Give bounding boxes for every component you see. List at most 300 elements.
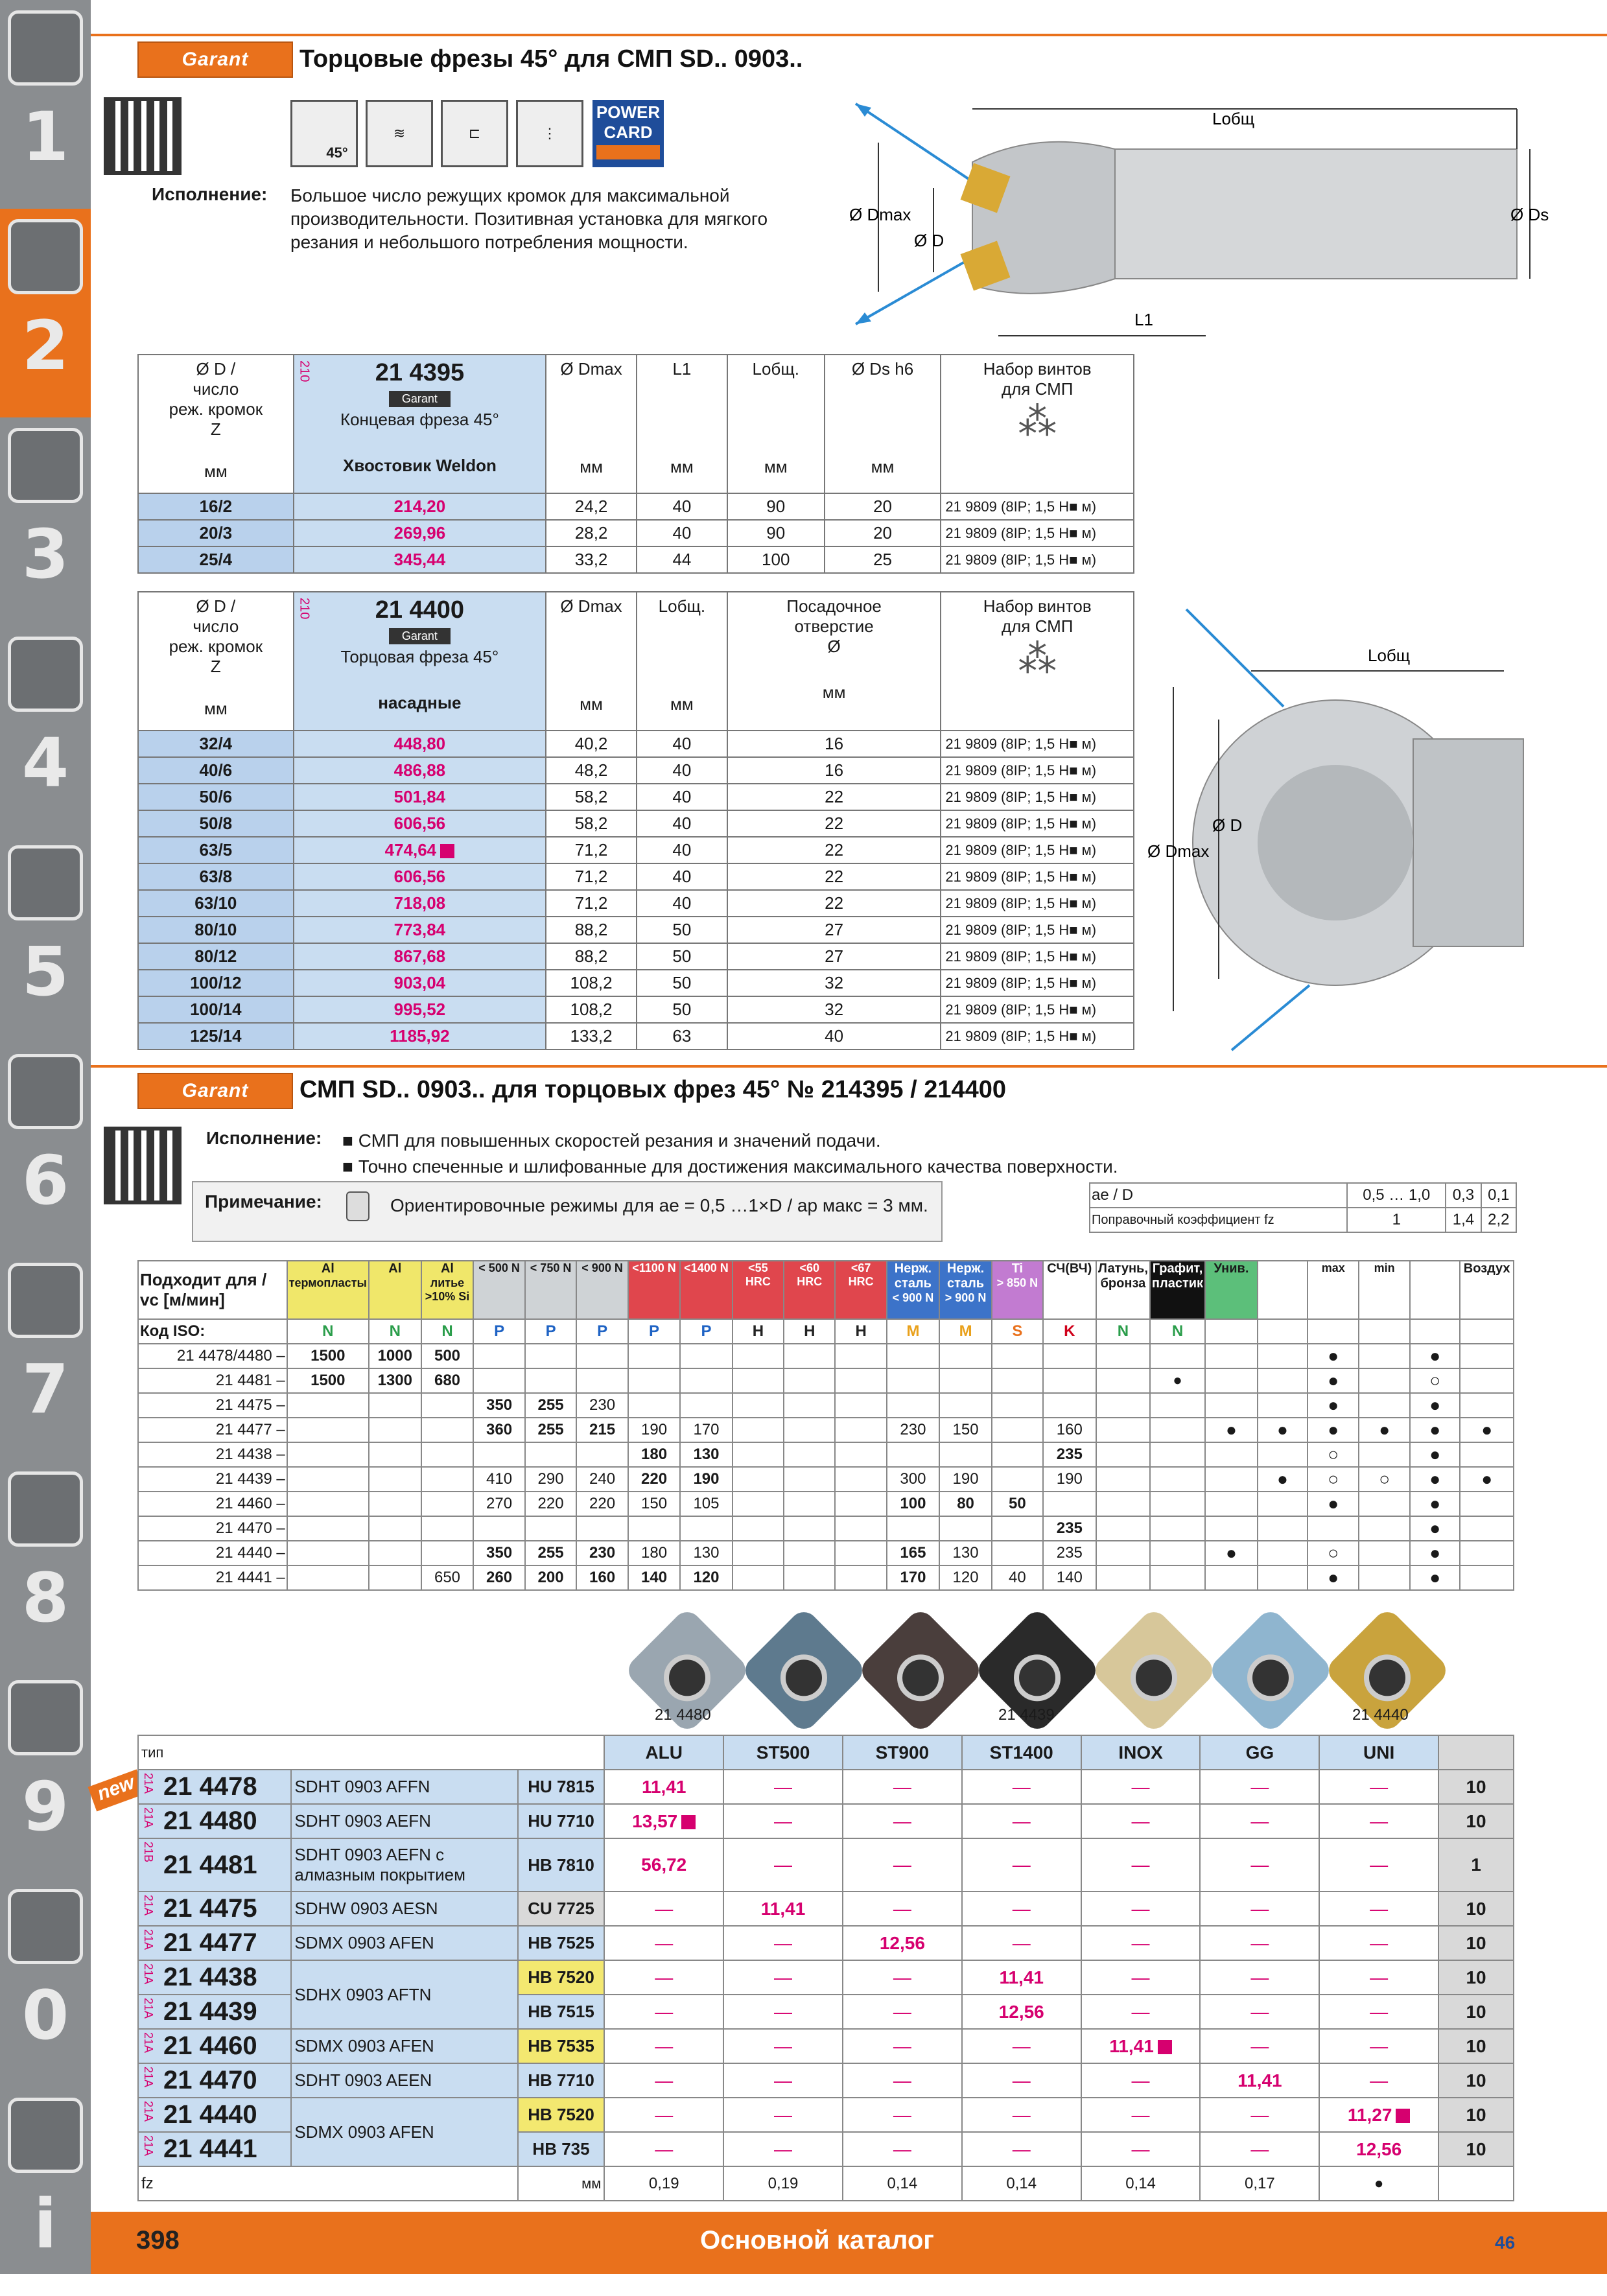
vc-cell bbox=[369, 1467, 421, 1492]
table-row bbox=[138, 810, 1134, 837]
material-col: <1100 N bbox=[628, 1261, 680, 1319]
side-ref: 21A bbox=[142, 1773, 155, 1794]
price-cell: — bbox=[723, 2098, 843, 2132]
pack-cell: 10 bbox=[1438, 1892, 1514, 1926]
vc-cell bbox=[421, 1467, 474, 1492]
cell-lobsh: 50 bbox=[637, 996, 727, 1023]
price-cell: — bbox=[604, 2098, 723, 2132]
vc-cell bbox=[1205, 1368, 1258, 1393]
chapter-icon bbox=[8, 10, 83, 86]
vc-cell bbox=[1359, 1368, 1410, 1393]
iso-cell bbox=[1258, 1319, 1308, 1344]
vc-cell bbox=[1258, 1442, 1308, 1467]
sidebar-item-8[interactable] bbox=[0, 1461, 91, 1670]
sidebar-item-info[interactable] bbox=[0, 2087, 91, 2296]
table-row bbox=[138, 1565, 1514, 1590]
vc-cell: 160 bbox=[1043, 1418, 1096, 1442]
insert-label: 21 4439 bbox=[998, 1706, 1055, 1724]
price-cell: — bbox=[1319, 1804, 1438, 1838]
iso-cell: N bbox=[287, 1319, 369, 1344]
chapter-icon bbox=[8, 428, 83, 503]
insert-desc: SDHT 0903 AEFN с алмазным покрытием bbox=[291, 1838, 517, 1892]
insert-code: 21 4475 – bbox=[138, 1393, 287, 1418]
price-cell: — bbox=[1081, 1770, 1201, 1804]
price-cell: 11,41 bbox=[962, 1960, 1081, 1995]
power-card-badge: POWER CARD bbox=[592, 100, 664, 167]
vc-cell: 680 bbox=[421, 1368, 474, 1393]
cell-hole: 27 bbox=[727, 943, 941, 970]
cell-lobsh: 63 bbox=[637, 1023, 727, 1049]
vc-cell bbox=[421, 1442, 474, 1467]
insert-code bbox=[138, 1804, 291, 1838]
grade-col: ST500 bbox=[723, 1735, 843, 1770]
code: 21 4439 bbox=[163, 1997, 257, 2026]
cell-price: 606,56 bbox=[294, 810, 546, 837]
vc-cell bbox=[1359, 1442, 1410, 1467]
grade-col: ST900 bbox=[843, 1735, 962, 1770]
chapter-number: 0 bbox=[21, 1976, 69, 2055]
code: 21 4475 bbox=[163, 1894, 257, 1923]
vc-cell: 650 bbox=[421, 1565, 474, 1590]
price-cell: — bbox=[962, 2132, 1081, 2166]
vc-cell bbox=[1096, 1541, 1150, 1565]
cell-dmax: 71,2 bbox=[546, 863, 637, 890]
vc-cell: 1000 bbox=[369, 1344, 421, 1368]
grade-badge: HB 7520 bbox=[518, 2098, 605, 2132]
price-cell: — bbox=[1200, 1838, 1319, 1892]
grade-badge: HB 7525 bbox=[518, 1926, 605, 1960]
cell-l1: 40 bbox=[637, 520, 727, 546]
insert-code: 21 4470 – bbox=[138, 1516, 287, 1541]
price-cell: — bbox=[1319, 2063, 1438, 2098]
iso-cell: H bbox=[835, 1319, 886, 1344]
vc-cell bbox=[1258, 1565, 1308, 1590]
pack-col bbox=[1438, 1735, 1514, 1770]
cell-price: 867,68 bbox=[294, 943, 546, 970]
insert-code bbox=[138, 2063, 291, 2098]
screws-icon: ⁂ bbox=[1018, 637, 1057, 681]
vc-cell: 200 bbox=[525, 1565, 577, 1590]
vc-cell bbox=[1460, 1516, 1514, 1541]
pack-cell: 1 bbox=[1438, 1838, 1514, 1892]
sidebar-item-6[interactable] bbox=[0, 1044, 91, 1252]
vc-cell bbox=[1258, 1393, 1308, 1418]
cell-ds: 20 bbox=[825, 493, 941, 520]
cell-dmax: 58,2 bbox=[546, 810, 637, 837]
vc-cell bbox=[1308, 1516, 1359, 1541]
col-screws: Набор винтов для СМП ⁂ bbox=[941, 592, 1134, 731]
cell-d: 100/12 bbox=[138, 970, 294, 996]
iso-cell: P bbox=[680, 1319, 732, 1344]
chapter-number: 8 bbox=[21, 1558, 69, 1637]
side-ref: 21A bbox=[142, 2067, 155, 2088]
footer-num: 46 bbox=[1495, 2232, 1516, 2253]
vc-cell: ● bbox=[1410, 1442, 1460, 1467]
sidebar-item-0[interactable] bbox=[0, 1879, 91, 2087]
vc-cell bbox=[733, 1492, 784, 1516]
cell-hole: 22 bbox=[727, 863, 941, 890]
vc-cell: 160 bbox=[576, 1565, 628, 1590]
vc-cell: 150 bbox=[939, 1418, 992, 1442]
material-col: Al литье >10% Si bbox=[421, 1261, 474, 1319]
material-col: Латунь, бронза bbox=[1096, 1261, 1150, 1319]
face-milling-icon: ≋ bbox=[366, 100, 433, 167]
material-col bbox=[1410, 1261, 1460, 1319]
insert-icon bbox=[1090, 1606, 1218, 1735]
vc-cell: 230 bbox=[887, 1418, 939, 1442]
vc-cell bbox=[784, 1418, 835, 1442]
dim-l1: L1 bbox=[1134, 310, 1153, 329]
iso-cell: S bbox=[992, 1319, 1043, 1344]
table-row bbox=[138, 2063, 1514, 2098]
table-row bbox=[138, 757, 1134, 784]
vc-cell: 170 bbox=[680, 1418, 732, 1442]
vc-cell: 40 bbox=[992, 1565, 1043, 1590]
cell-d: 63/8 bbox=[138, 863, 294, 890]
price-cell: — bbox=[1200, 1995, 1319, 2029]
vc-cell bbox=[1258, 1344, 1308, 1368]
vc-cell bbox=[1096, 1418, 1150, 1442]
material-col: СЧ(ВЧ) bbox=[1043, 1261, 1096, 1319]
vc-cell: 170 bbox=[887, 1565, 939, 1590]
table-row bbox=[138, 1023, 1134, 1049]
col-lobsh: Lобщ. мм bbox=[637, 592, 727, 731]
vc-cell bbox=[733, 1442, 784, 1467]
coolant-icon: ⋮ bbox=[516, 100, 583, 167]
iso-row bbox=[138, 1319, 1514, 1344]
grade-badge: HB 7710 bbox=[518, 2063, 605, 2098]
sidebar-item-1[interactable] bbox=[0, 0, 91, 209]
cell-dmax: 33,2 bbox=[546, 546, 637, 573]
vc-cell bbox=[1096, 1368, 1150, 1393]
vc-cell: 80 bbox=[939, 1492, 992, 1516]
new-price-marker bbox=[1158, 2040, 1172, 2054]
price-cell: — bbox=[723, 1926, 843, 1960]
table-row bbox=[138, 546, 1134, 573]
vc-cell: 100 bbox=[887, 1492, 939, 1516]
insert-code bbox=[138, 1770, 291, 1804]
price-cell: — bbox=[1319, 1960, 1438, 1995]
vc-cell: ● bbox=[1308, 1492, 1359, 1516]
vc-cell bbox=[369, 1442, 421, 1467]
grade-badge: HB 735 bbox=[518, 2132, 605, 2166]
grade-col: ST1400 bbox=[962, 1735, 1081, 1770]
vc-cell bbox=[473, 1368, 525, 1393]
pack-cell: 10 bbox=[1438, 2132, 1514, 2166]
dim-d: Ø D bbox=[1212, 815, 1243, 835]
vc-cell bbox=[473, 1516, 525, 1541]
vc-cell bbox=[1460, 1565, 1514, 1590]
price-cell: — bbox=[843, 1995, 962, 2029]
cell-hole: 22 bbox=[727, 810, 941, 837]
price-cell: — bbox=[604, 2029, 723, 2063]
vc-cell bbox=[473, 1344, 525, 1368]
price-cell: — bbox=[843, 1892, 962, 1926]
col-screws: Набор винтов для СМП ⁂ bbox=[941, 355, 1134, 493]
cell-lobsh: 40 bbox=[637, 863, 727, 890]
iso-cell: N bbox=[421, 1319, 474, 1344]
vc-cell bbox=[421, 1418, 474, 1442]
price-cell: — bbox=[723, 1960, 843, 1995]
price-cell: — bbox=[1319, 2029, 1438, 2063]
cell-hole: 22 bbox=[727, 890, 941, 917]
iso-cell: P bbox=[628, 1319, 680, 1344]
cell-hole: 32 bbox=[727, 970, 941, 996]
iso-cell bbox=[1460, 1319, 1514, 1344]
sidebar-item-9[interactable] bbox=[0, 1670, 91, 1879]
vc-cell bbox=[835, 1516, 886, 1541]
price-cell: — bbox=[604, 1926, 723, 1960]
vc-cell bbox=[369, 1393, 421, 1418]
fz-cell: 0,14 bbox=[1081, 2166, 1201, 2201]
vc-cell bbox=[1205, 1492, 1258, 1516]
cell-lobsh: 40 bbox=[637, 890, 727, 917]
cell-d: 80/12 bbox=[138, 943, 294, 970]
chapter-number: 3 bbox=[21, 515, 69, 594]
vc-cell: 120 bbox=[680, 1565, 732, 1590]
top-rule bbox=[91, 34, 1607, 36]
side-ref: 21A bbox=[142, 1963, 155, 1985]
table-row bbox=[138, 1838, 1514, 1892]
insert-label: 21 4440 bbox=[1352, 1706, 1409, 1724]
price-cell: — bbox=[843, 2132, 962, 2166]
side-ref: 21A bbox=[142, 2101, 155, 2122]
cell-d: 50/8 bbox=[138, 810, 294, 837]
note-label: Примечание: bbox=[205, 1191, 322, 1212]
face-mill-table bbox=[137, 591, 1134, 1050]
cell-lobsh: 40 bbox=[637, 837, 727, 863]
col-l1: L1 мм bbox=[637, 355, 727, 493]
vc-cell bbox=[473, 1442, 525, 1467]
vc-cell bbox=[939, 1393, 992, 1418]
fz-label: fz bbox=[138, 2166, 518, 2201]
chapter-icon bbox=[8, 2098, 83, 2173]
insert-desc: SDHX 0903 AFTN bbox=[291, 1960, 517, 2029]
pack-cell: 10 bbox=[1438, 1804, 1514, 1838]
iso-cell: N bbox=[1150, 1319, 1205, 1344]
col-code: 210 21 4395 Garant Концевая фреза 45° Хвостовик Weldon bbox=[294, 355, 546, 493]
side-ref: 21A bbox=[142, 1895, 155, 1916]
type-header: тип bbox=[138, 1735, 604, 1770]
fit-header: Подходит для / vc [м/мин] bbox=[138, 1261, 287, 1319]
material-col: < 500 N bbox=[473, 1261, 525, 1319]
cell-lobsh: 90 bbox=[727, 493, 825, 520]
qr-code-icon[interactable] bbox=[104, 97, 182, 175]
vc-cell: 180 bbox=[628, 1541, 680, 1565]
vc-cell bbox=[992, 1344, 1043, 1368]
vc-cell bbox=[1043, 1393, 1096, 1418]
pack-cell: 10 bbox=[1438, 2029, 1514, 2063]
table-row bbox=[138, 996, 1134, 1023]
chapter-icon bbox=[8, 845, 83, 920]
iso-cell: P bbox=[473, 1319, 525, 1344]
cell-screw: 21 9809 (8IP; 1,5 Н■ м) bbox=[941, 520, 1134, 546]
col-code: 210 21 4400 Garant Торцовая фреза 45° насадные bbox=[294, 592, 546, 731]
price-cell: 13,57 bbox=[604, 1804, 723, 1838]
sidebar-item-5[interactable] bbox=[0, 835, 91, 1044]
vc-cell bbox=[525, 1442, 577, 1467]
vc-cell: 130 bbox=[939, 1541, 992, 1565]
insert-label: 21 4480 bbox=[655, 1706, 711, 1724]
dim-dmax: Ø Dmax bbox=[849, 205, 911, 224]
chapter-icon bbox=[8, 1889, 83, 1964]
chapter-number: 2 bbox=[21, 306, 69, 385]
vc-cell bbox=[1150, 1541, 1205, 1565]
price-cell: — bbox=[1081, 1892, 1201, 1926]
price-cell: — bbox=[962, 2063, 1081, 2098]
vc-cell bbox=[287, 1393, 369, 1418]
price-cell: — bbox=[962, 2029, 1081, 2063]
vc-cell: ● bbox=[1410, 1467, 1460, 1492]
pack-cell: 10 bbox=[1438, 1995, 1514, 2029]
insert-desc: SDMX 0903 AFEN bbox=[291, 2029, 517, 2063]
page-number: 398 bbox=[136, 2226, 180, 2255]
cell-l1: 44 bbox=[637, 546, 727, 573]
table-row bbox=[138, 1418, 1514, 1442]
vc-cell: 130 bbox=[680, 1541, 732, 1565]
price-cell: 12,56 bbox=[843, 1926, 962, 1960]
side-ref: 21A bbox=[142, 2135, 155, 2157]
vc-cell bbox=[733, 1393, 784, 1418]
vc-cell bbox=[628, 1393, 680, 1418]
vc-cell bbox=[784, 1541, 835, 1565]
vc-cell bbox=[784, 1442, 835, 1467]
chapter-number: 1 bbox=[21, 97, 69, 176]
chapter-icon bbox=[8, 1471, 83, 1547]
vc-cell: 410 bbox=[473, 1467, 525, 1492]
vc-cell: ● bbox=[1410, 1418, 1460, 1442]
iso-cell: N bbox=[1096, 1319, 1150, 1344]
cell-dmax: 58,2 bbox=[546, 784, 637, 810]
vc-cell bbox=[1205, 1393, 1258, 1418]
vc-cell bbox=[733, 1541, 784, 1565]
sidebar-item-3[interactable] bbox=[0, 417, 91, 626]
price-cell: 12,56 bbox=[962, 1995, 1081, 2029]
vc-cell: ● bbox=[1308, 1565, 1359, 1590]
grade-badge: HU 7710 bbox=[518, 1804, 605, 1838]
chapter-number: 9 bbox=[21, 1767, 69, 1846]
vc-cell bbox=[1460, 1393, 1514, 1418]
vc-cell bbox=[939, 1368, 992, 1393]
vc-cell bbox=[733, 1368, 784, 1393]
cell-screw: 21 9809 (8IP; 1,5 Н■ м) bbox=[941, 493, 1134, 520]
vc-cell: ● bbox=[1460, 1467, 1514, 1492]
code: 21 4441 bbox=[163, 2135, 257, 2163]
vc-cell bbox=[1150, 1418, 1205, 1442]
insert-code: 21 4460 – bbox=[138, 1492, 287, 1516]
cell-price: 501,84 bbox=[294, 784, 546, 810]
vc-cell bbox=[992, 1541, 1043, 1565]
vc-cell bbox=[1460, 1442, 1514, 1467]
price-cell: — bbox=[723, 2063, 843, 2098]
vc-cell bbox=[784, 1368, 835, 1393]
vc-cell: 1500 bbox=[287, 1368, 369, 1393]
sidebar-item-2[interactable] bbox=[0, 209, 91, 417]
insert-code: 21 4477 – bbox=[138, 1418, 287, 1442]
price-cell: — bbox=[962, 1926, 1081, 1960]
cell-screw: 21 9809 (8IP; 1,5 Н■ м) bbox=[941, 943, 1134, 970]
price-cell: — bbox=[962, 1892, 1081, 1926]
vc-cell bbox=[525, 1344, 577, 1368]
table-row bbox=[138, 1892, 1514, 1926]
col-d: Ø D / число реж. кромок Z мм bbox=[138, 355, 294, 493]
insert-desc: SDMX 0903 AFEN bbox=[291, 1926, 517, 1960]
table-row bbox=[138, 731, 1134, 757]
cell-price: 486,88 bbox=[294, 757, 546, 784]
vc-cell: 255 bbox=[525, 1541, 577, 1565]
table-row bbox=[138, 890, 1134, 917]
vc-cell bbox=[576, 1442, 628, 1467]
fz-cell: 0,14 bbox=[843, 2166, 962, 2201]
end-mill-table bbox=[137, 354, 1134, 574]
vc-cell bbox=[369, 1516, 421, 1541]
vc-cell bbox=[576, 1516, 628, 1541]
vc-cell: 220 bbox=[576, 1492, 628, 1516]
cell-price: 903,04 bbox=[294, 970, 546, 996]
cell-screw: 21 9809 (8IP; 1,5 Н■ м) bbox=[941, 890, 1134, 917]
pack-cell: 10 bbox=[1438, 2098, 1514, 2132]
vc-cell bbox=[628, 1344, 680, 1368]
grade-col: UNI bbox=[1319, 1735, 1438, 1770]
side-ref: 21B bbox=[142, 1842, 155, 1863]
vc-cell: 300 bbox=[887, 1467, 939, 1492]
price-cell: — bbox=[723, 1770, 843, 1804]
dim-dmax: Ø Dmax bbox=[1147, 841, 1210, 861]
vc-cell bbox=[1150, 1467, 1205, 1492]
chapter-number: i bbox=[34, 2185, 57, 2264]
price-cell: 11,41 bbox=[723, 1892, 843, 1926]
section2-title: СМП SD.. 0903.. для торцовых фрез 45° № 214395 / 214400 bbox=[299, 1076, 1006, 1103]
vc-cell: ● bbox=[1308, 1368, 1359, 1393]
vc-cell bbox=[784, 1393, 835, 1418]
qr-code-icon[interactable] bbox=[104, 1127, 182, 1204]
price-cell: — bbox=[604, 1960, 723, 1995]
vc-cell bbox=[1359, 1516, 1410, 1541]
pack-cell: 10 bbox=[1438, 1926, 1514, 1960]
angle-45-icon: 45° bbox=[290, 100, 358, 167]
vc-cell bbox=[1096, 1492, 1150, 1516]
price-cell: — bbox=[1319, 1770, 1438, 1804]
vc-cell bbox=[835, 1393, 886, 1418]
cell-hole: 40 bbox=[727, 1023, 941, 1049]
vc-cell bbox=[1258, 1492, 1308, 1516]
price-cell: — bbox=[1319, 1838, 1438, 1892]
code: 21 4440 bbox=[163, 2100, 257, 2129]
vc-cell bbox=[421, 1492, 474, 1516]
price-cell: 11,41 bbox=[1081, 2029, 1201, 2063]
sidebar-item-7[interactable] bbox=[0, 1252, 91, 1461]
vc-cell bbox=[1043, 1368, 1096, 1393]
vc-cell: ● bbox=[1460, 1418, 1514, 1442]
vc-cell bbox=[1043, 1344, 1096, 1368]
cell-dmax: 88,2 bbox=[546, 917, 637, 943]
vc-cell: 50 bbox=[992, 1492, 1043, 1516]
dim-ds: Ø Ds bbox=[1510, 205, 1549, 224]
sidebar-item-4[interactable] bbox=[0, 626, 91, 835]
price-cell: — bbox=[843, 1838, 962, 1892]
vc-cell: ● bbox=[1205, 1418, 1258, 1442]
cell-d: 100/14 bbox=[138, 996, 294, 1023]
vc-cell: 140 bbox=[628, 1565, 680, 1590]
vc-cell: ● bbox=[1258, 1418, 1308, 1442]
vc-cell bbox=[1096, 1565, 1150, 1590]
vc-cell bbox=[939, 1516, 992, 1541]
vc-cell: 255 bbox=[525, 1418, 577, 1442]
vc-cell: 235 bbox=[1043, 1442, 1096, 1467]
insert-desc: SDHT 0903 AEEN bbox=[291, 2063, 517, 2098]
vc-cell: 190 bbox=[939, 1467, 992, 1492]
vc-cell: ● bbox=[1410, 1565, 1460, 1590]
